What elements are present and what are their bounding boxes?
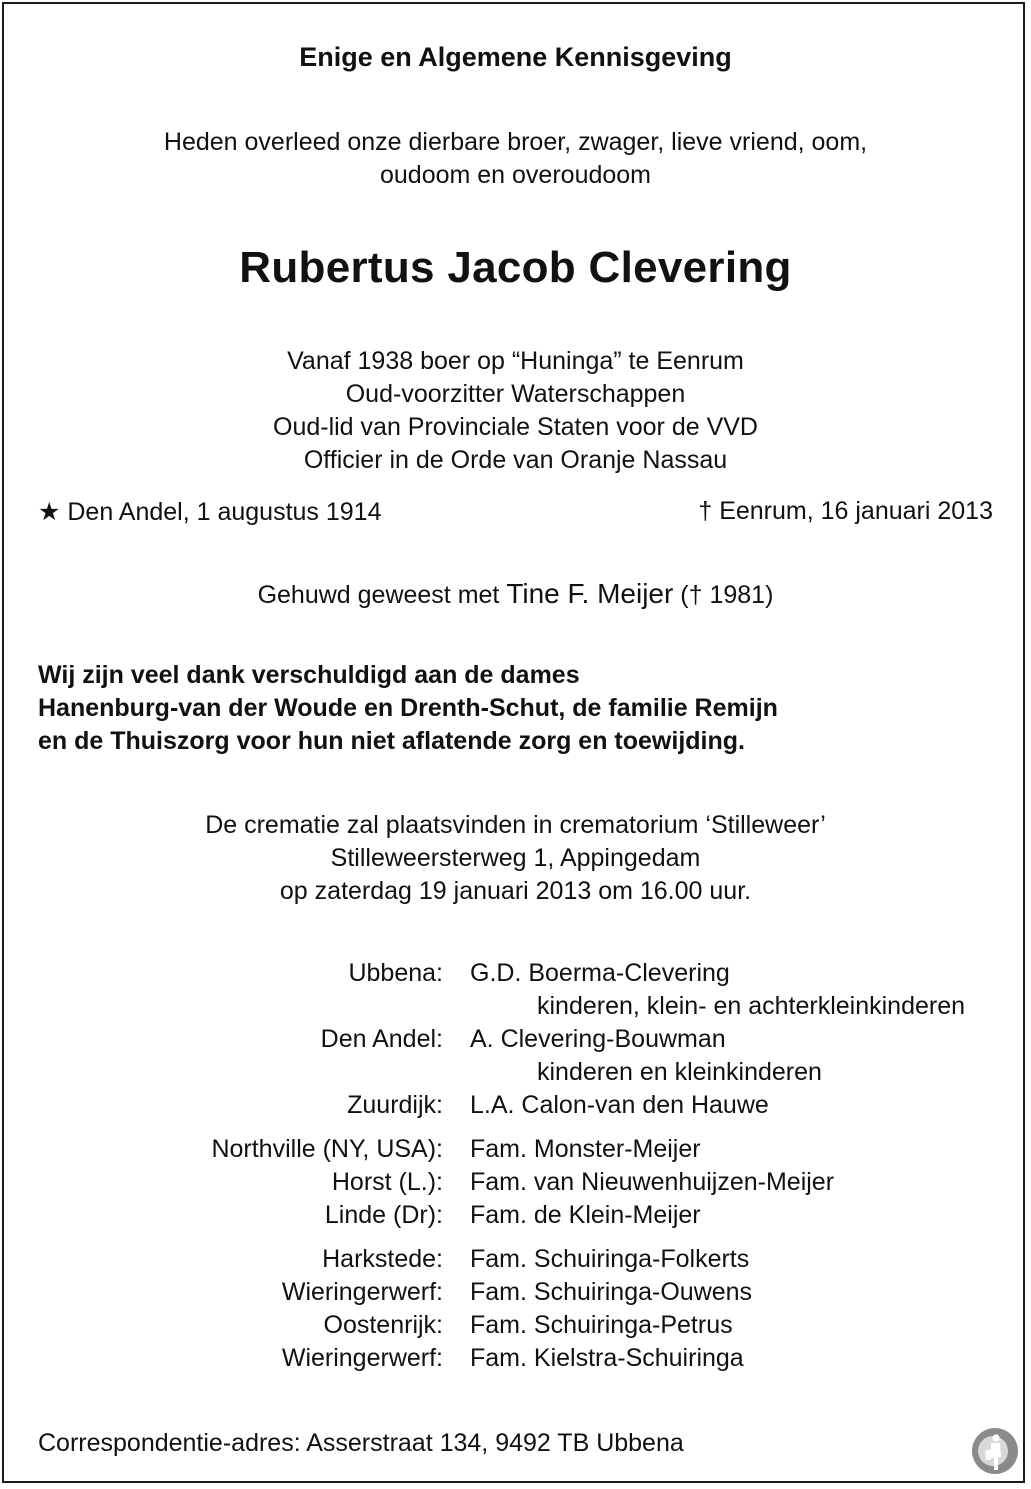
mourner-place: Harkstede:	[322, 1245, 443, 1273]
intro-line: oudoom en overoudoom	[379, 161, 652, 189]
correspondence-address: Correspondentie-adres: Asserstraat 134, 9492 TB Ubbena	[38, 1429, 684, 1457]
mourner-name: G.D. Boerma-Clevering	[470, 959, 730, 987]
mourner-place: Linde (Dr):	[324, 1201, 443, 1229]
mourner-name: A. Clevering-Bouwman	[470, 1025, 726, 1053]
mourner-subline: kinderen en kleinkinderen	[537, 1058, 822, 1086]
married-line	[0, 578, 1031, 610]
mourner-place: Oostenrijk:	[323, 1311, 443, 1339]
mourner-name: Fam. van Nieuwenhuijzen-Meijer	[470, 1168, 835, 1196]
death-info: † Eenrum, 16 januari 2013	[698, 497, 993, 525]
cremation-line: De crematie zal plaatsvinden in crematorium ‘Stilleweer’	[205, 811, 826, 839]
mourner-place: Wieringerwerf:	[281, 1344, 443, 1372]
married-suffix: († 1981)	[673, 581, 774, 609]
role-line: Officier in de Orde van Oranje Nassau	[303, 446, 728, 474]
mourner-name: Fam. de Klein-Meijer	[470, 1201, 701, 1229]
thanks-line: Wij zijn veel dank verschuldigd aan de dames	[38, 661, 580, 689]
mourner-place: Horst (L.):	[331, 1168, 443, 1196]
role-line: Oud-lid van Provinciale Staten voor de VVD	[273, 413, 758, 441]
intro-line: Heden overleed onze dierbare broer, zwager, lieve vriend, oom,	[163, 128, 868, 156]
mourner-name: L.A. Calon-van den Hauwe	[470, 1091, 769, 1119]
mourner-name: Fam. Schuiringa-Petrus	[470, 1311, 733, 1339]
birth-info: ★ Den Andel, 1 augustus 1914	[38, 498, 382, 526]
mourner-name: Fam. Kielstra-Schuiringa	[470, 1344, 744, 1372]
spouse-name: Tine F. Meijer	[506, 578, 674, 609]
mourner-subline: kinderen, klein- en achterkleinkinderen	[537, 992, 966, 1020]
notice-heading: Enige en Algemene Kennisgeving	[299, 42, 732, 72]
mourner-place: Ubbena:	[348, 959, 443, 987]
mourner-name: Fam. Schuiringa-Ouwens	[470, 1278, 753, 1306]
role-line: Oud-voorzitter Waterschappen	[345, 380, 686, 408]
mourner-place: Wieringerwerf:	[281, 1278, 443, 1306]
role-line: Vanaf 1938 boer op “Huninga” te Eenrum	[287, 347, 744, 375]
mourner-name: Fam. Monster-Meijer	[470, 1135, 701, 1163]
deceased-name: Rubertus Jacob Clevering	[239, 243, 792, 292]
mourner-place: Northville (NY, USA):	[211, 1135, 443, 1163]
mourner-name: Fam. Schuiringa-Folkerts	[470, 1245, 750, 1273]
cremation-line: Stilleweersterweg 1, Appingedam	[330, 844, 701, 872]
cremation-line: op zaterdag 19 januari 2013 om 16.00 uur.	[279, 877, 752, 905]
thanks-line: en de Thuiszorg voor hun niet aflatende zorg en toewijding.	[38, 727, 745, 755]
mourner-place: Den Andel:	[320, 1025, 443, 1053]
mourner-place: Zuurdijk:	[347, 1091, 443, 1119]
married-prefix: Gehuwd geweest met	[257, 581, 507, 609]
memorial-figure-icon	[971, 1427, 1019, 1475]
thanks-line: Hanenburg-van der Woude en Drenth-Schut, de familie Remijn	[38, 694, 778, 722]
